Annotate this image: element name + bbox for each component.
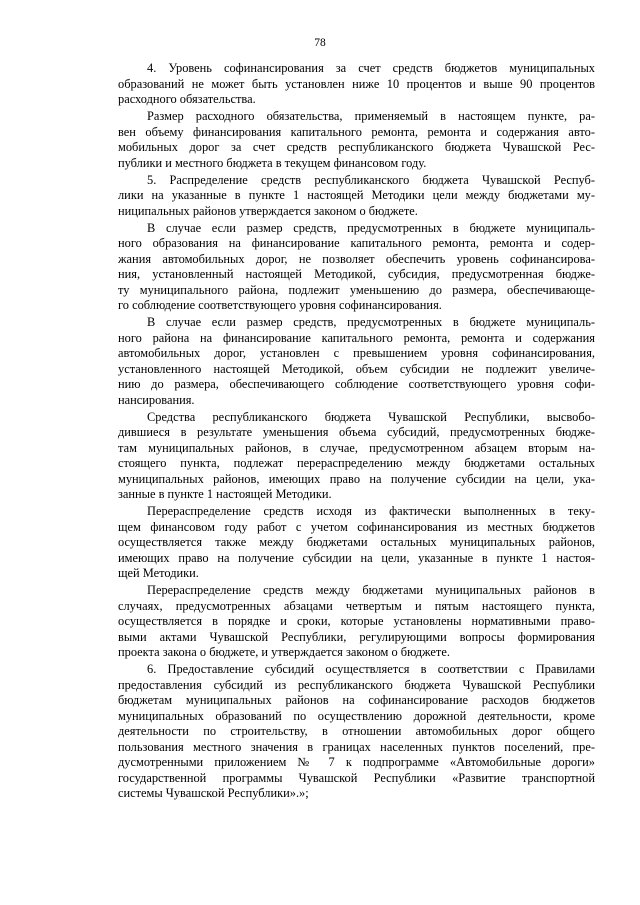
text-line: В случае если размер средств, предусмотренных в бюджете муниципаль- [147,220,595,235]
document-body [118,61,595,803]
text-line: ниципальных районов утверждается законом о бюджете. [118,203,418,218]
text-line: имеющих право на получение субсидии на цели, указанные в пункте 1 настоя- [118,550,595,565]
text-line: занные в пункте 1 настоящей Методики. [118,487,332,501]
text-line: ту муниципального района, подлежит уменьшению до размера, обеспечивающе- [118,282,595,297]
text-line: ния, установленный настоящей Методикой, субсидия, предусмотренная бюдже- [118,267,595,281]
text-line: стоящего пункта, подлежат перераспределению между бюджетами остальных [118,456,595,470]
text-line: дившиеся в результате уменьшения объема субсидий, предусмотренных бюдже- [118,425,595,439]
paragraph [118,221,595,314]
text-line: образований не может быть установлен ниже 10 процентов и выше 90 процентов [118,76,595,91]
text-line: пользования местного значения в границах населенных пунктов поселений, пре- [118,739,595,754]
paragraph [118,61,595,108]
text-line: Перераспределение средств между бюджетами муниципальных районов в [147,583,595,597]
text-line: муниципальных образований по осуществлению дорожной деятельности, кроме [118,708,595,723]
text-line: дусмотренными приложением № 7 к подпрограмме «Автомобильные дороги» [118,755,595,769]
text-line: мобильных дорог за счет средств республиканского бюджета Чувашской Рес- [118,140,595,154]
text-line: жания автомобильных дорог, не позволяет обеспечить уровень софинансирова- [118,251,595,266]
text-line: осуществляется также между бюджетами остальных муниципальных районов, [118,535,595,549]
text-line: В случае если размер средств, предусмотренных в бюджете муниципаль- [147,315,595,329]
text-line: нию до размера, обеспечивающего соблюдение соответствующего уровня софи- [118,377,595,391]
text-line: 4. Уровень софинансирования за счет средств бюджетов муниципальных [147,61,595,75]
text-line: вен объему финансирования капитального ремонта, ремонта и содержания авто- [118,124,595,139]
text-line: бюджетам муниципальных районов на софинансирование расходов бюджетов [118,693,595,707]
text-line: проекта закона о бюджете, и утверждается законом о бюджете. [118,645,450,659]
text-line: установленного настоящей Методикой, объем субсидии не подлежит увеличе- [118,361,595,376]
text-line: предоставления субсидий из республиканского бюджета Чувашской Республики [118,677,595,692]
paragraph [118,109,595,171]
paragraph [118,410,595,503]
text-line: ного района на финансирование капитального ремонта, ремонта и содержания [118,330,595,345]
text-line: 6. Предоставление субсидий осуществляется в соответствии с Правилами [147,662,595,676]
text-line: муниципальных районов, имеющих право на получение субсидии на цели, ука- [118,471,595,486]
text-line: случаях, предусмотренных абзацами четвертым и пятым настоящего пункта, [118,598,595,613]
text-line: расходного обязательства. [118,92,256,106]
text-line: Перераспределение средств исходя из фактически выполненных в теку- [147,504,595,518]
paragraph [118,315,595,408]
text-line: Средства республиканского бюджета Чувашской Республики, высвобо- [147,409,595,424]
text-line: 5. Распределение средств республиканского бюджета Чувашской Респуб- [147,172,595,187]
text-line: щей Методики. [118,566,199,580]
text-line: публики и местного бюджета в текущем финансовом году. [118,155,427,170]
text-line: ного образования на финансирование капитального ремонта, ремонта и содер- [118,236,595,250]
text-line: Размер расходного обязательства, применяемый в настоящем пункте, ра- [147,109,595,123]
text-line: нансирования. [118,392,195,407]
paragraph [118,662,595,802]
text-line: го соблюдение соответствующего уровня софинансирования. [118,298,442,312]
paragraph [118,173,595,220]
text-line: государственной программы Чувашской Республики «Развитие транспортной [118,770,595,785]
text-line: автомобильных дорог, установлен с превышением уровня софинансирования, [118,346,595,360]
text-line: системы Чувашской Республики».»; [118,786,309,800]
paragraph [118,583,595,661]
text-line: лики на указанные в пункте 1 настоящей Методики цели между бюджетами му- [118,188,595,202]
page-number: 78 [314,37,326,49]
text-line: там муниципальных районов, в случае, предусмотренном абзацем вторым на- [118,440,595,455]
text-line: деятельности по строительству, в отношении автомобильных дорог общего [118,724,595,738]
paragraph [118,504,595,582]
text-line: осуществляется в порядке и сроки, которые установлены нормативными право- [118,614,595,628]
text-line: щем финансовом году работ с учетом софинансирования из местных бюджетов [118,519,595,534]
text-line: выми актами Чувашской Республики, регулирующими вопросы формирования [118,629,595,644]
